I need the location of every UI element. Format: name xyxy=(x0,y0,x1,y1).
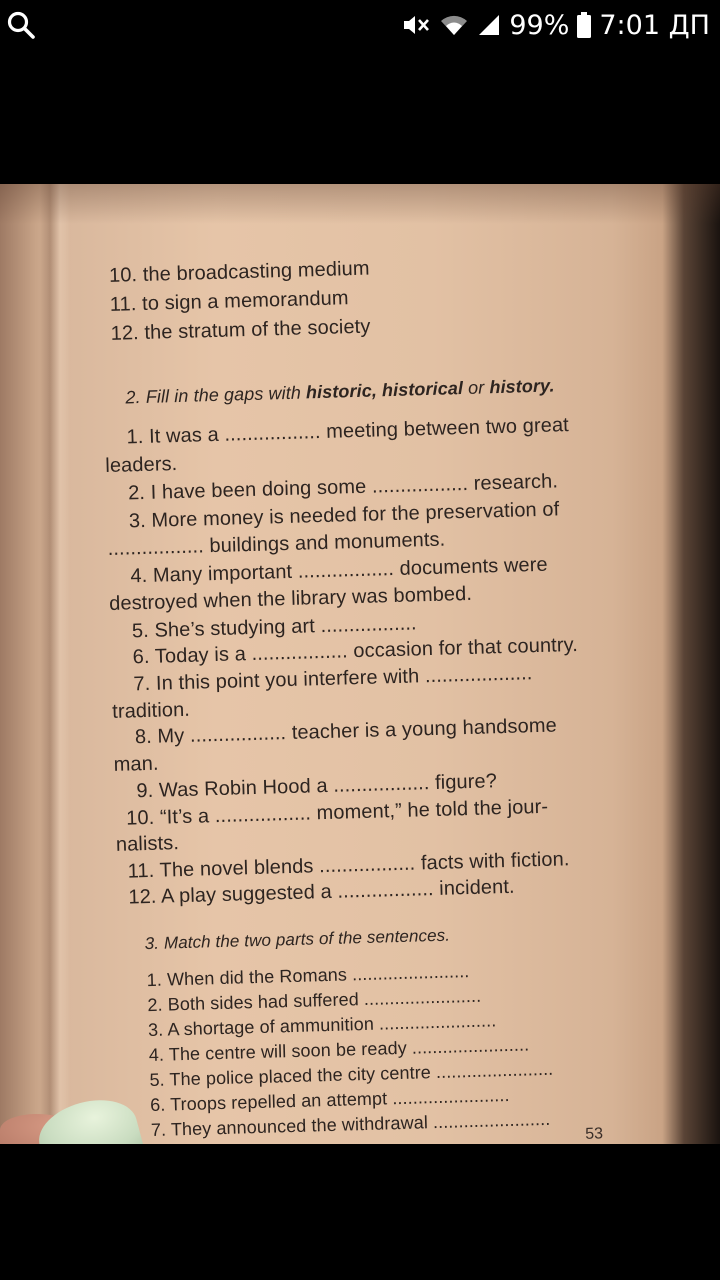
search-icon[interactable] xyxy=(6,10,36,40)
battery-icon xyxy=(577,12,591,38)
exercise3-heading: 3. Match the two parts of the sentences. xyxy=(144,925,451,954)
exercise-line: 6. Today is a ................. occasion for that country. xyxy=(132,633,579,669)
exercise-line: destroyed when the library was bombed. xyxy=(108,582,473,615)
exercise-line: 12. A play suggested a ................. incident. xyxy=(128,875,515,909)
battery-level: 99% xyxy=(509,9,570,41)
vocab-item: 11. to sign a memorandum xyxy=(109,287,349,316)
exercise-line: 4. Many important ................. documents were xyxy=(130,553,548,588)
exercise-line: leaders. xyxy=(105,453,178,478)
clock: 7:01 ДП xyxy=(599,9,710,41)
exercise-line: 8. My ................. teacher is a young handsome xyxy=(134,714,558,749)
wifi-icon xyxy=(439,13,469,37)
exercise-line: tradition. xyxy=(111,698,191,723)
exercise-line: 5. The police placed the city centre ....................... xyxy=(149,1058,554,1091)
exercise-line: 2. I have been doing some ................. research. xyxy=(127,470,559,505)
exercise-line: 9. Was Robin Hood a ................. figure? xyxy=(136,770,498,803)
status-icons xyxy=(401,8,710,42)
vocab-item: 10. the broadcasting medium xyxy=(108,257,370,287)
exercise-line: 2. Both sides had suffered ....................... xyxy=(147,985,482,1016)
page-number: 53 xyxy=(584,1125,604,1143)
exercise-line: man. xyxy=(113,752,159,776)
exercise2-heading: 2. Fill in the gaps with historic, historical or history. xyxy=(125,375,555,408)
book-page xyxy=(0,184,720,1144)
signal-icon xyxy=(477,13,501,37)
exercise-line: 3. More money is needed for the preservation of xyxy=(128,498,560,533)
exercise-line: 1. When did the Romans ....................... xyxy=(146,961,470,991)
exercise-line: nalists. xyxy=(115,832,180,856)
exercise-line: 3. A shortage of ammunition ....................... xyxy=(147,1010,497,1041)
status-bar xyxy=(0,0,720,50)
exercise-line: 7. In this point you interfere with ................... xyxy=(133,662,533,696)
exercise-line: 5. She’s studying art ................. xyxy=(131,612,417,643)
mute-icon xyxy=(401,12,431,38)
vocab-item: 12. the stratum of the society xyxy=(110,315,371,345)
exercise-line: ................. buildings and monuments. xyxy=(107,528,446,560)
exercise-line: 7. They announced the withdrawal ....................... xyxy=(150,1108,551,1141)
exercise-line: 10. “It’s a ................. moment,” he told the jour- xyxy=(125,795,549,830)
exercise-line: 6. Troops repelled an attempt ....................... xyxy=(149,1084,510,1116)
exercise-line: 4. The centre will soon be ready ....................... xyxy=(148,1034,530,1066)
book-photo xyxy=(0,184,720,1144)
exercise-line: 1. It was a ................. meeting between two great xyxy=(126,414,570,449)
exercise-line: 11. The novel blends ................. facts with fiction. xyxy=(127,848,570,883)
